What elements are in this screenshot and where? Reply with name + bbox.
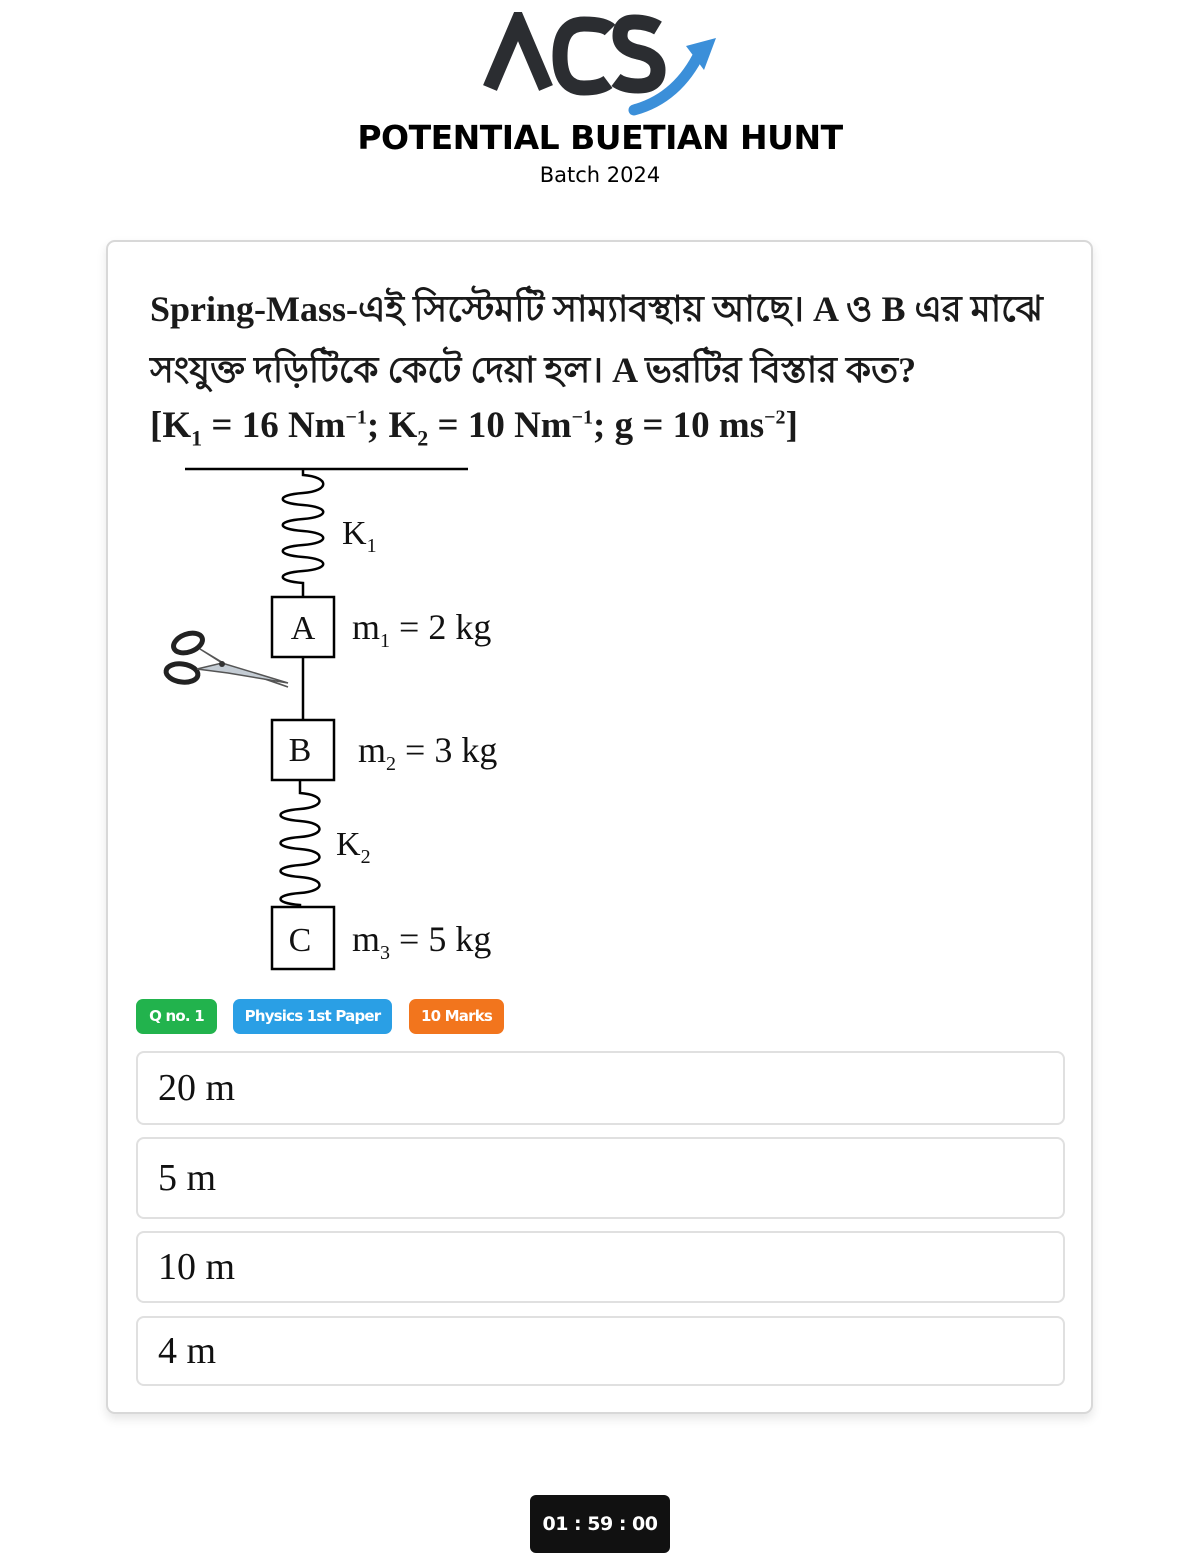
- mass2-symbol: m: [358, 730, 387, 770]
- scissors-icon: [165, 629, 288, 687]
- marks-badge: 10 Marks: [409, 999, 504, 1034]
- batch-label: Batch 2024: [539, 163, 661, 187]
- subject-badge: Physics 1st Paper: [233, 999, 392, 1034]
- k2-value: = 10 Nm: [428, 405, 572, 446]
- mass1-value: = 2 kg: [390, 607, 492, 647]
- answer-option-4[interactable]: [136, 1316, 1065, 1386]
- spring1-label: K: [342, 515, 367, 552]
- spring2-subscript: 2: [360, 846, 371, 868]
- mass2-value: = 3 kg: [396, 730, 498, 770]
- given-close: ]: [785, 405, 798, 446]
- mass1-subscript: 1: [380, 630, 391, 652]
- mass2-subscript: 2: [386, 753, 397, 775]
- answer-option-3[interactable]: [136, 1231, 1065, 1303]
- answer-option-2[interactable]: [136, 1137, 1065, 1219]
- question-given-values: [150, 404, 798, 451]
- option-4-text: 4 m: [158, 1330, 217, 1372]
- k2-subscript: 2: [417, 425, 429, 451]
- svg-text:m1 = 2 kg: [352, 607, 491, 652]
- block-c-label: C: [288, 922, 312, 959]
- given-open: [K: [150, 405, 192, 446]
- mass1-symbol: m: [352, 607, 381, 647]
- option-1-text: 20 m: [158, 1067, 236, 1109]
- block-a-label: A: [290, 610, 316, 647]
- k1-value: = 16 Nm: [202, 405, 346, 446]
- svg-text:m2 = 3 kg: [358, 730, 497, 775]
- svg-text:K1: [342, 515, 377, 557]
- option-3-text: 10 m: [158, 1246, 236, 1288]
- spring-mass-diagram: [150, 455, 530, 980]
- page-title: POTENTIAL BUETIAN HUNT: [357, 118, 843, 157]
- k2-exponent: −1: [571, 406, 594, 429]
- answer-option-1[interactable]: [136, 1051, 1065, 1125]
- spring1-subscript: 1: [366, 535, 377, 557]
- given-separator: ; K: [366, 405, 418, 446]
- mass3-symbol: m: [352, 919, 381, 959]
- mass3-value: = 5 kg: [390, 919, 492, 959]
- countdown-timer: 01 : 59 : 00: [530, 1495, 670, 1553]
- acs-logo: [482, 12, 722, 116]
- spring-k2: [281, 780, 320, 907]
- spring-k1: [283, 469, 324, 597]
- block-b-label: B: [288, 732, 312, 769]
- question-text-line-1: Spring-Mass-এই সিস্টেমটি সাম্যাবস্থায় আছে। A ও B এর মাঝে: [150, 289, 1043, 329]
- mass3-subscript: 3: [380, 942, 391, 964]
- question-text-line-2: সংযুক্ত দড়িটিকে কেটে দেয়া হল। A ভরটির বিস্তার কত?: [150, 350, 917, 390]
- k1-exponent: −1: [345, 406, 367, 429]
- spring2-label: K: [336, 826, 361, 863]
- svg-text:m3 = 5 kg: [352, 919, 491, 964]
- question-number-badge: Q no. 1: [136, 999, 217, 1034]
- g-value: ; g = 10 ms: [593, 405, 765, 446]
- k1-subscript: 1: [191, 425, 203, 451]
- svg-text:K2: [336, 826, 371, 868]
- option-2-text: 5 m: [158, 1157, 217, 1199]
- g-exponent: −2: [764, 406, 786, 429]
